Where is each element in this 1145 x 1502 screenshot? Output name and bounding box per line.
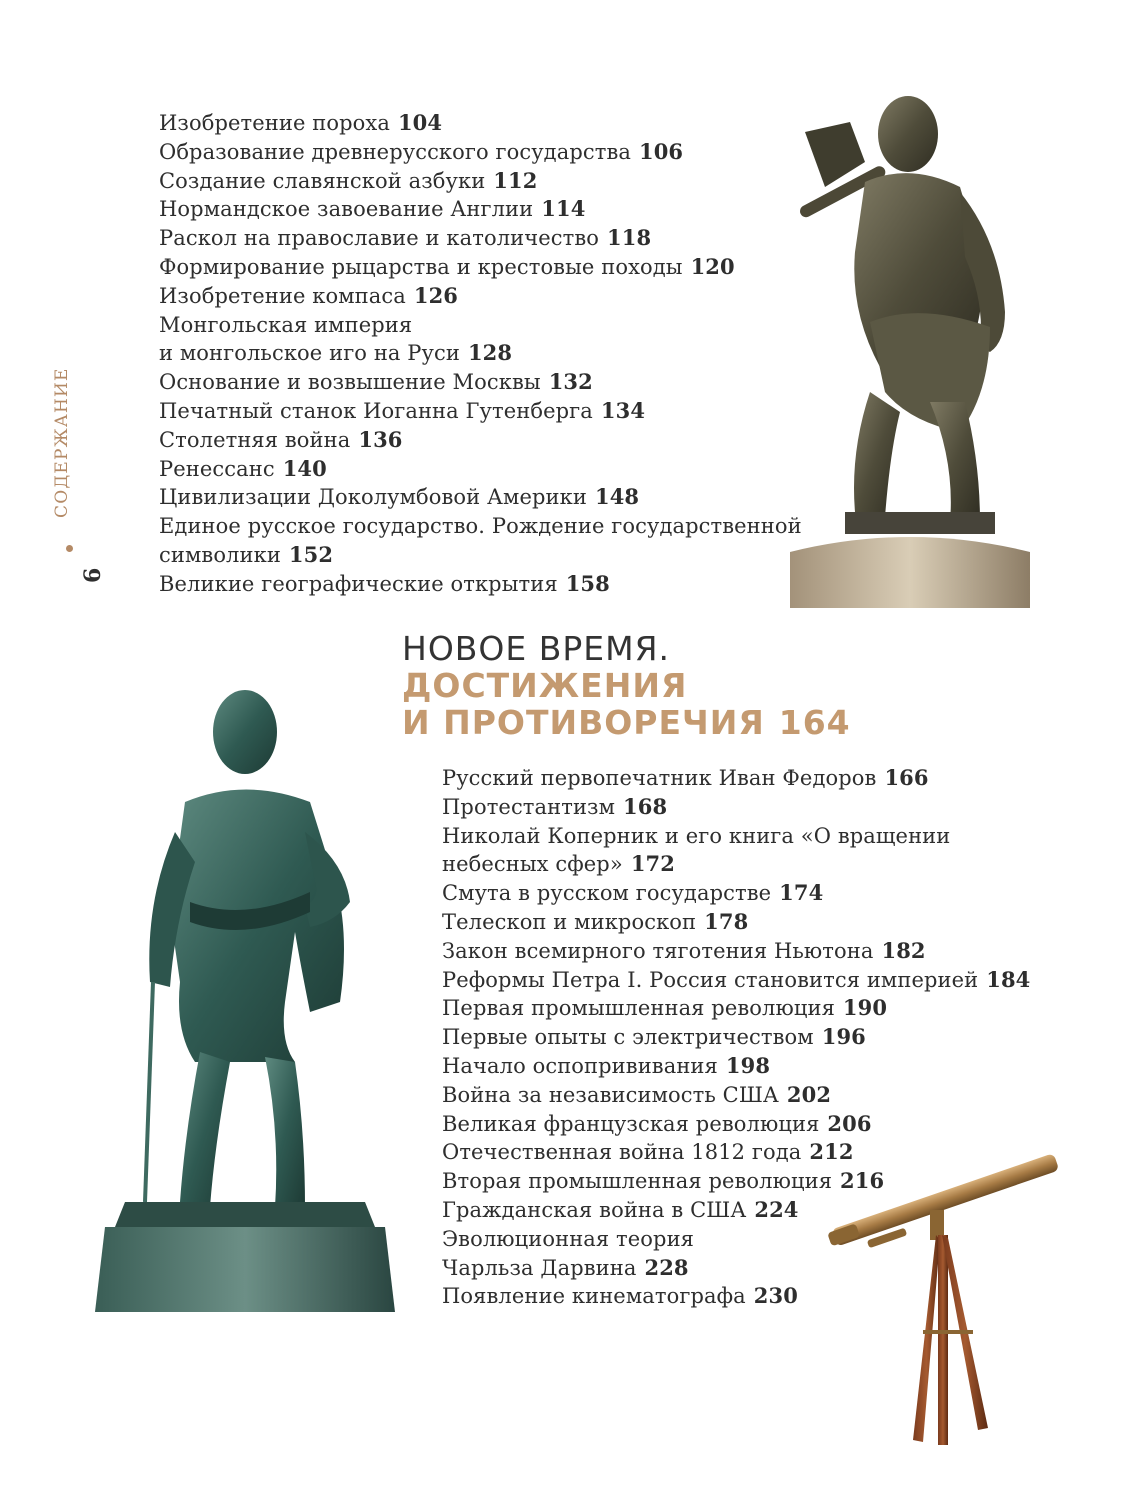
toc-entry-page: 140: [282, 455, 327, 481]
toc-entry-title: Основание и возвышение Москвы: [159, 370, 541, 395]
toc-entry[interactable]: [442, 1023, 1030, 1052]
toc-entry-title: Первая промышленная революция: [442, 996, 835, 1021]
toc-entry[interactable]: [159, 541, 810, 570]
toc-entry-title: Реформы Петра I. Россия становится империей: [442, 967, 979, 992]
toc-entry-page: 174: [779, 880, 824, 906]
toc-entry-page: 106: [639, 138, 684, 164]
toc-entry-title: Формирование рыцарства и крестовые походы: [159, 254, 683, 279]
toc-entry-title: Появление кинематографа: [442, 1284, 746, 1309]
section-title-line2: ДОСТИЖЕНИЯ: [402, 666, 688, 705]
page-number: 6: [80, 567, 106, 583]
toc-entry[interactable]: [159, 311, 810, 340]
toc-entry[interactable]: [159, 109, 810, 138]
toc-entry-title: Эволюционная теория: [442, 1226, 695, 1251]
toc-entry-title: Изобретение компаса: [159, 283, 406, 308]
peter-statue-image: [95, 682, 395, 1312]
toc-entry-title: Первые опыты с электричеством: [442, 1025, 814, 1050]
toc-entry[interactable]: [159, 455, 810, 484]
toc-entry-page: 112: [493, 167, 538, 193]
toc-entry-title: Николай Коперник и его книга «О вращении: [442, 823, 951, 848]
toc-entry[interactable]: [442, 994, 1030, 1023]
toc-entry-page: 172: [630, 851, 675, 877]
toc-entry-title: Протестантизм: [442, 794, 616, 819]
toc-entry-title: Великие географические открытия: [159, 571, 558, 596]
toc-entry-title: Гражданская война в США: [442, 1197, 747, 1222]
toc-entry-title: Столетняя война: [159, 427, 351, 452]
toc-entry-title: Образование древнерусского государства: [159, 139, 631, 164]
toc-entry-title: Война за независимость США: [442, 1082, 779, 1107]
toc-entry-page: 196: [821, 1024, 866, 1050]
toc-entry[interactable]: [442, 822, 1030, 851]
toc-entry-page: 104: [397, 110, 443, 135]
toc-entry-page: 212: [809, 1139, 854, 1165]
toc-entry-title: Ренессанс: [159, 456, 275, 481]
toc-entry[interactable]: [442, 850, 1030, 879]
toc-entry[interactable]: [159, 397, 810, 426]
toc-entry[interactable]: [442, 764, 1030, 793]
toc-entry-page: 118: [607, 225, 652, 251]
section-title-line3: [402, 704, 851, 741]
toc-entry-title: Создание славянской азбуки: [159, 168, 486, 193]
toc-entry-page: 198: [725, 1052, 771, 1078]
toc-entry-title: небесных сфер»: [442, 852, 623, 877]
toc-entry-title: Телескоп и микроскоп: [442, 909, 697, 934]
toc-entry-page: 178: [704, 908, 749, 934]
toc-entry-title: Единое русское государство. Рождение государственной: [159, 514, 802, 539]
toc-entry-title: Монгольская империя: [159, 312, 413, 337]
toc-entry-page: 136: [358, 426, 403, 452]
toc-entry-page: 230: [753, 1283, 798, 1309]
toc-entry-page: 114: [541, 196, 586, 222]
toc-entry-title: Русский первопечатник Иван Федоров: [442, 766, 877, 790]
toc-entry[interactable]: [442, 1081, 1030, 1110]
telescope-image: [818, 1130, 1068, 1450]
section-side-label: СОДЕРЖАНИЕ: [52, 367, 72, 518]
toc-entry-page: 184: [986, 966, 1031, 992]
toc-entry[interactable]: [159, 570, 810, 599]
toc-entry-page: 134: [600, 397, 646, 423]
toc-entry[interactable]: [442, 937, 1030, 966]
toc-entry[interactable]: [159, 426, 810, 455]
toc-entry[interactable]: [159, 224, 810, 253]
toc-entry-page: 228: [644, 1254, 689, 1280]
toc-entry[interactable]: [442, 1052, 1030, 1081]
separator-dot: [66, 545, 73, 552]
section-title: [402, 630, 851, 741]
toc-entry[interactable]: [159, 195, 810, 224]
toc-entry-page: 224: [754, 1196, 799, 1222]
toc-entry-page: 190: [842, 995, 888, 1021]
toc-entry-title: Великая французская революция: [442, 1111, 820, 1136]
toc-entry-page: 216: [840, 1168, 885, 1194]
toc-entry[interactable]: [442, 908, 1030, 937]
section-title-line3-text: И ПРОТИВОРЕЧИЯ: [402, 703, 765, 742]
toc-entry[interactable]: [159, 483, 810, 512]
toc-entry-title: Отечественная война 1812 года: [442, 1140, 802, 1165]
toc-entry[interactable]: [159, 167, 810, 196]
toc-entry[interactable]: [159, 253, 810, 282]
toc-entry[interactable]: [159, 339, 810, 368]
toc-entry[interactable]: [159, 368, 810, 397]
toc-entry-page: 158: [565, 570, 610, 596]
toc-entry-page: 126: [413, 282, 459, 308]
toc-entry[interactable]: [159, 512, 810, 541]
toc-entry-page: 132: [548, 369, 593, 395]
toc-entry-page: 120: [690, 253, 735, 279]
toc-entry-title: Цивилизации Доколумбовой Америки: [159, 485, 587, 510]
toc-entry-page: 152: [288, 541, 334, 567]
toc-entry[interactable]: [159, 138, 810, 167]
toc-entry-title: и монгольское иго на Руси: [159, 341, 460, 366]
toc-entry-title: Изобретение пороха: [159, 111, 390, 135]
toc-entry-page: 166: [884, 765, 929, 790]
toc-entry-page: 128: [467, 340, 513, 366]
toc-entry-page: 206: [827, 1110, 872, 1136]
toc-entry-title: символики: [159, 542, 281, 567]
toc-entry[interactable]: [442, 879, 1030, 908]
toc-entry-page: 182: [881, 937, 926, 963]
toc-entry-page: 148: [594, 484, 640, 510]
toc-entry-title: Закон всемирного тяготения Ньютона: [442, 938, 874, 963]
toc-entry-title: Нормандское завоевание Англии: [159, 197, 534, 222]
toc-entry-page: 168: [623, 793, 668, 819]
toc-entry-title: Печатный станок Иоганна Гутенберга: [159, 398, 593, 423]
toc-entry[interactable]: [159, 282, 810, 311]
toc-list-medieval: [159, 109, 810, 599]
toc-entry-title: Раскол на православие и католичество: [159, 226, 600, 251]
toc-entry-title: Вторая промышленная революция: [442, 1169, 833, 1194]
toc-entry-title: Начало оспопрививания: [442, 1053, 718, 1078]
section-title-line1: НОВОЕ ВРЕМЯ.: [402, 629, 671, 668]
hercules-statue-image: [790, 92, 1030, 608]
toc-entry-page: 202: [786, 1081, 832, 1107]
toc-entry-title: Чарльза Дарвина: [442, 1255, 637, 1280]
toc-entry-title: Смута в русском государстве: [442, 881, 772, 906]
toc-entry[interactable]: [442, 966, 1030, 995]
toc-entry[interactable]: [442, 793, 1030, 822]
section-title-page: 164: [778, 703, 851, 742]
